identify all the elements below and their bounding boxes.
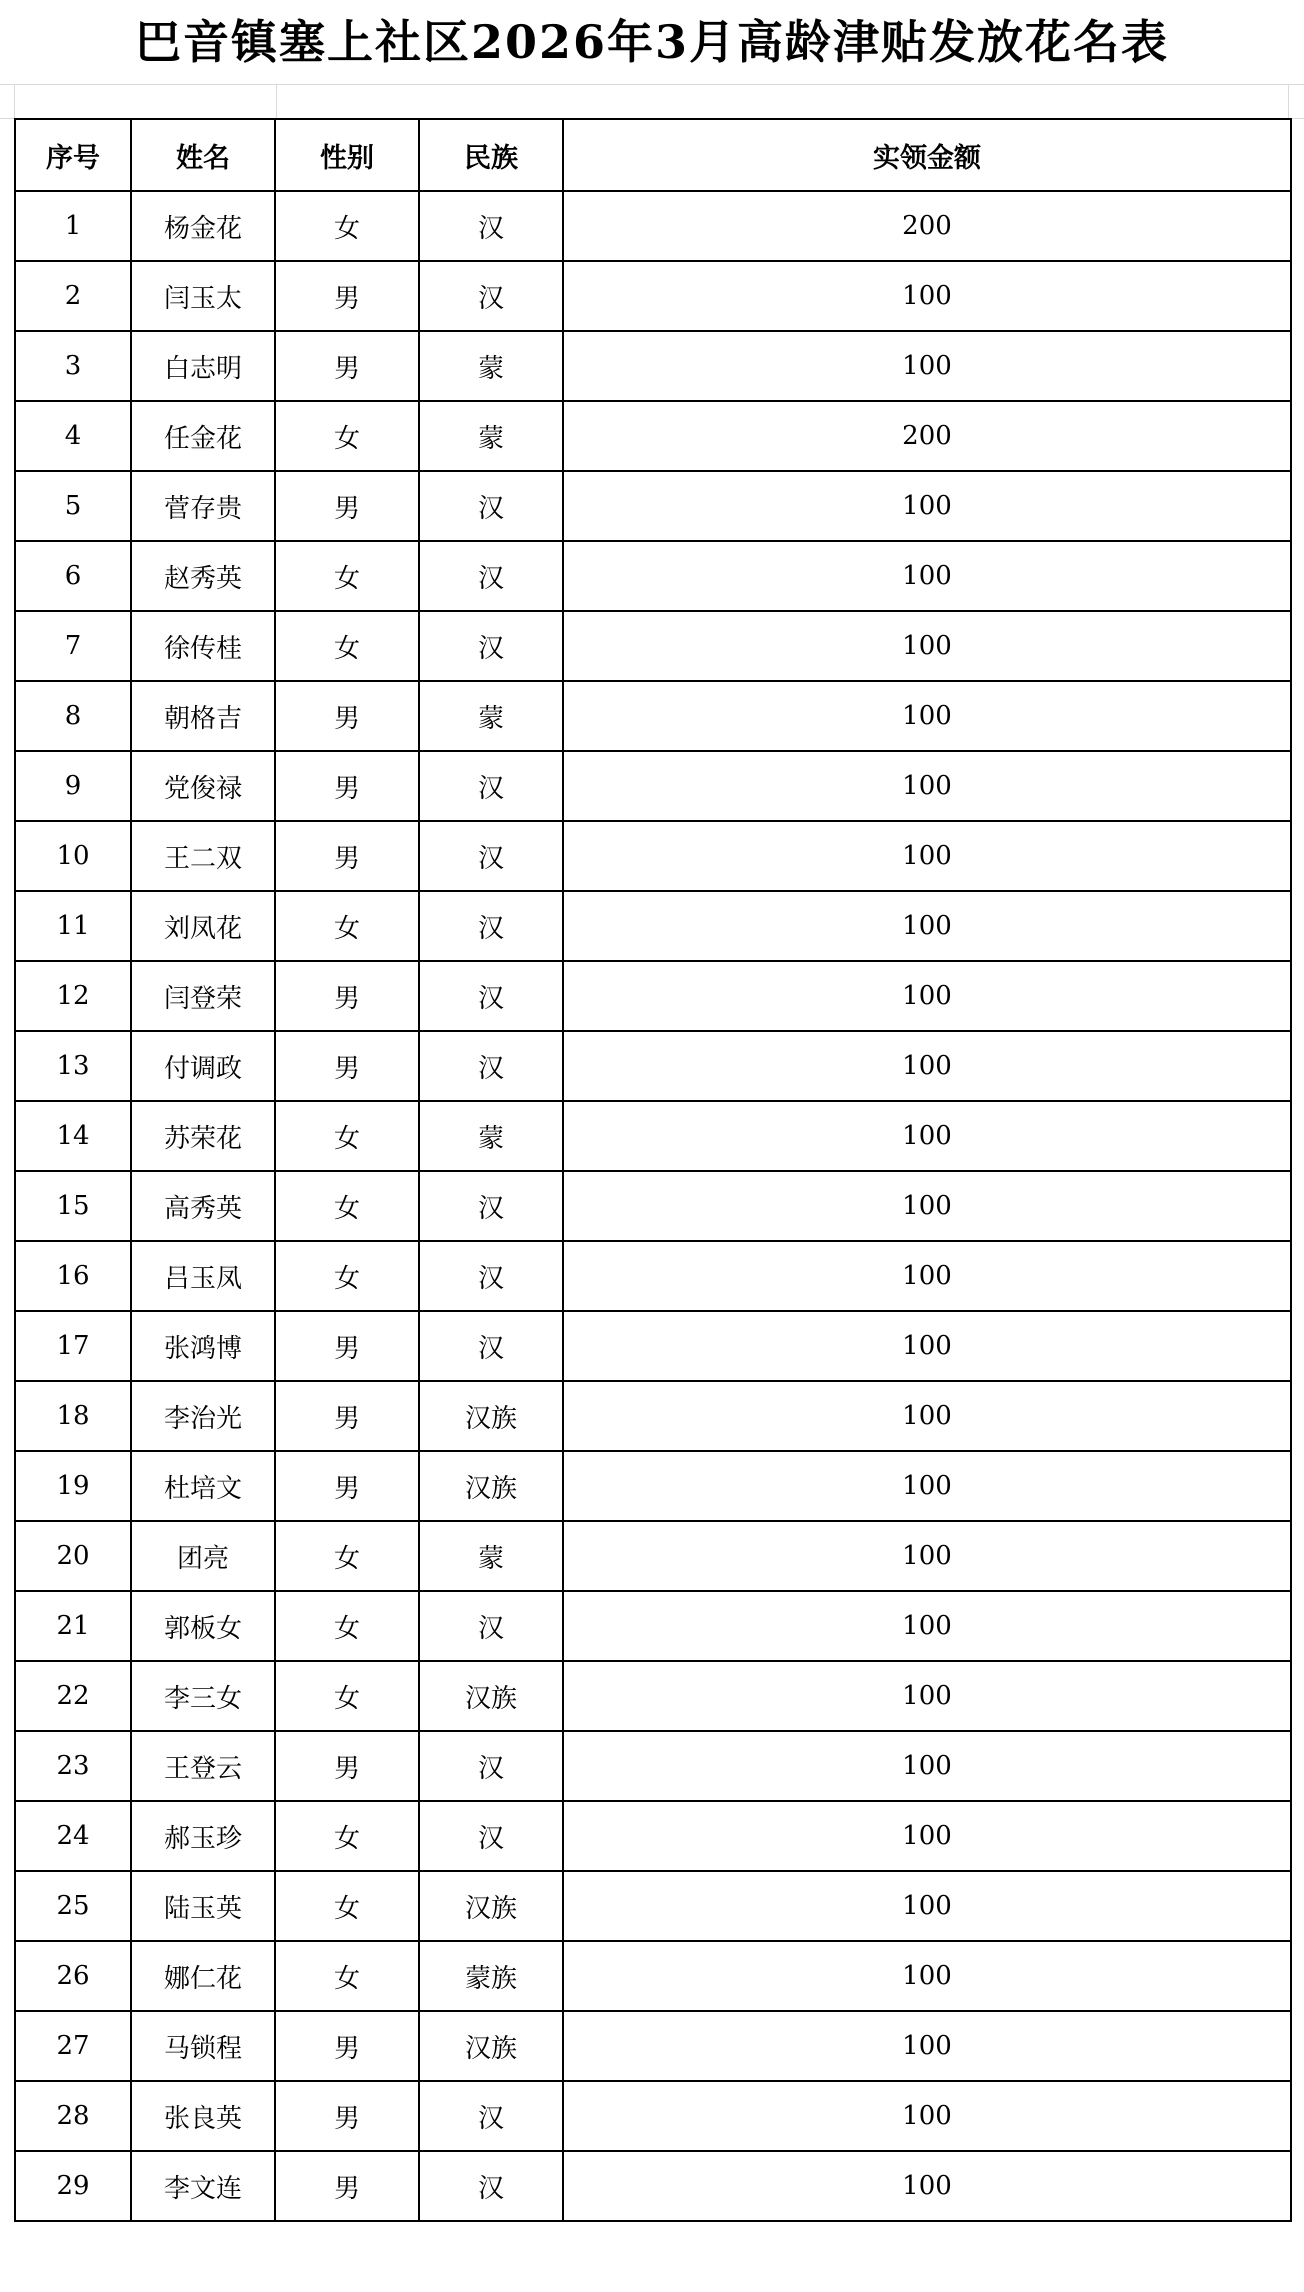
title-row [0, 0, 1304, 85]
cell-index: 22 [15, 1661, 131, 1731]
cell-ethnicity: 蒙 [419, 1101, 563, 1171]
cell-ethnicity: 蒙 [419, 681, 563, 751]
table-row [15, 1241, 1291, 1311]
cell-index: 16 [15, 1241, 131, 1311]
cell-amount: 100 [563, 891, 1291, 961]
cell-name: 菅存贵 [131, 471, 275, 541]
cell-gender: 女 [275, 1171, 419, 1241]
cell-amount: 100 [563, 1101, 1291, 1171]
cell-gender: 男 [275, 471, 419, 541]
table-row [15, 471, 1291, 541]
table-row [15, 2151, 1291, 2221]
cell-gender: 男 [275, 331, 419, 401]
table-row [15, 191, 1291, 261]
table-row [15, 2011, 1291, 2081]
cell-amount: 100 [563, 1731, 1291, 1801]
cell-ethnicity: 汉 [419, 191, 563, 261]
cell-gender: 女 [275, 401, 419, 471]
table-row [15, 681, 1291, 751]
cell-index: 10 [15, 821, 131, 891]
cell-amount: 100 [563, 681, 1291, 751]
cell-name: 马锁程 [131, 2011, 275, 2081]
cell-ethnicity: 汉 [419, 2081, 563, 2151]
cell-name: 刘凤花 [131, 891, 275, 961]
cell-gender: 女 [275, 191, 419, 261]
cell-index: 8 [15, 681, 131, 751]
cell-name: 李文连 [131, 2151, 275, 2221]
cell-amount: 100 [563, 331, 1291, 401]
cell-name: 张良英 [131, 2081, 275, 2151]
table-row [15, 1731, 1291, 1801]
cell-index: 1 [15, 191, 131, 261]
cell-name: 杜培文 [131, 1451, 275, 1521]
cell-ethnicity: 汉 [419, 751, 563, 821]
grid-line [276, 84, 277, 118]
cell-gender: 男 [275, 1311, 419, 1381]
cell-name: 苏荣花 [131, 1101, 275, 1171]
cell-index: 26 [15, 1941, 131, 2011]
cell-amount: 100 [563, 471, 1291, 541]
cell-amount: 100 [563, 1591, 1291, 1661]
table-row [15, 1031, 1291, 1101]
cell-ethnicity: 蒙族 [419, 1941, 563, 2011]
cell-index: 18 [15, 1381, 131, 1451]
cell-index: 27 [15, 2011, 131, 2081]
cell-ethnicity: 蒙 [419, 331, 563, 401]
table-row [15, 1311, 1291, 1381]
cell-name: 杨金花 [131, 191, 275, 261]
cell-ethnicity: 汉 [419, 1801, 563, 1871]
cell-name: 高秀英 [131, 1171, 275, 1241]
cell-amount: 100 [563, 2081, 1291, 2151]
cell-gender: 男 [275, 2011, 419, 2081]
cell-gender: 女 [275, 891, 419, 961]
cell-gender: 男 [275, 1731, 419, 1801]
cell-amount: 100 [563, 2011, 1291, 2081]
cell-name: 付调政 [131, 1031, 275, 1101]
table-row [15, 611, 1291, 681]
table-row [15, 821, 1291, 891]
cell-index: 29 [15, 2151, 131, 2221]
cell-amount: 100 [563, 1801, 1291, 1871]
cell-amount: 100 [563, 2151, 1291, 2221]
header-gender: 性别 [275, 119, 419, 191]
cell-ethnicity: 汉族 [419, 1451, 563, 1521]
table-header-row [15, 119, 1291, 191]
table-row [15, 1101, 1291, 1171]
cell-ethnicity: 汉 [419, 1311, 563, 1381]
table-row [15, 961, 1291, 1031]
cell-index: 25 [15, 1871, 131, 1941]
cell-amount: 100 [563, 1941, 1291, 2011]
table-row [15, 1941, 1291, 2011]
cell-amount: 100 [563, 541, 1291, 611]
cell-index: 15 [15, 1171, 131, 1241]
table-row [15, 401, 1291, 471]
cell-name: 李三女 [131, 1661, 275, 1731]
cell-gender: 男 [275, 681, 419, 751]
cell-name: 王二双 [131, 821, 275, 891]
table-row [15, 1871, 1291, 1941]
cell-gender: 男 [275, 1031, 419, 1101]
table-row [15, 331, 1291, 401]
cell-index: 13 [15, 1031, 131, 1101]
cell-index: 6 [15, 541, 131, 611]
cell-index: 12 [15, 961, 131, 1031]
cell-ethnicity: 汉族 [419, 1661, 563, 1731]
cell-amount: 100 [563, 821, 1291, 891]
blank-spreadsheet-row [0, 84, 1304, 119]
cell-name: 郭板女 [131, 1591, 275, 1661]
cell-name: 闫登荣 [131, 961, 275, 1031]
cell-gender: 女 [275, 1101, 419, 1171]
cell-index: 28 [15, 2081, 131, 2151]
cell-index: 11 [15, 891, 131, 961]
cell-index: 3 [15, 331, 131, 401]
cell-gender: 女 [275, 1241, 419, 1311]
table-row [15, 1591, 1291, 1661]
cell-amount: 100 [563, 1241, 1291, 1311]
table-row [15, 1521, 1291, 1591]
cell-name: 李治光 [131, 1381, 275, 1451]
table-row [15, 261, 1291, 331]
cell-index: 23 [15, 1731, 131, 1801]
cell-gender: 男 [275, 2151, 419, 2221]
cell-amount: 100 [563, 1451, 1291, 1521]
cell-index: 9 [15, 751, 131, 821]
cell-gender: 女 [275, 1941, 419, 2011]
table-row [15, 2081, 1291, 2151]
header-index: 序号 [15, 119, 131, 191]
cell-name: 白志明 [131, 331, 275, 401]
allowance-roster-table [14, 118, 1292, 2222]
cell-index: 17 [15, 1311, 131, 1381]
cell-amount: 100 [563, 1171, 1291, 1241]
cell-name: 陆玉英 [131, 1871, 275, 1941]
cell-amount: 100 [563, 961, 1291, 1031]
cell-name: 赵秀英 [131, 541, 275, 611]
cell-name: 团亮 [131, 1521, 275, 1591]
table-row [15, 751, 1291, 821]
cell-index: 19 [15, 1451, 131, 1521]
cell-gender: 女 [275, 611, 419, 681]
cell-amount: 100 [563, 1661, 1291, 1731]
table-row [15, 891, 1291, 961]
cell-ethnicity: 汉 [419, 821, 563, 891]
cell-ethnicity: 汉 [419, 1731, 563, 1801]
table-row [15, 541, 1291, 611]
cell-index: 14 [15, 1101, 131, 1171]
table-row [15, 1381, 1291, 1451]
cell-ethnicity: 汉 [419, 261, 563, 331]
cell-gender: 女 [275, 1871, 419, 1941]
cell-ethnicity: 汉 [419, 961, 563, 1031]
cell-ethnicity: 蒙 [419, 401, 563, 471]
cell-name: 郝玉珍 [131, 1801, 275, 1871]
cell-ethnicity: 汉 [419, 2151, 563, 2221]
cell-ethnicity: 汉 [419, 471, 563, 541]
cell-name: 徐传桂 [131, 611, 275, 681]
cell-name: 张鸿博 [131, 1311, 275, 1381]
cell-ethnicity: 蒙 [419, 1521, 563, 1591]
cell-index: 2 [15, 261, 131, 331]
cell-ethnicity: 汉 [419, 611, 563, 681]
cell-gender: 男 [275, 1381, 419, 1451]
cell-amount: 100 [563, 611, 1291, 681]
table-row [15, 1451, 1291, 1521]
cell-ethnicity: 汉族 [419, 1381, 563, 1451]
grid-line [1288, 84, 1289, 118]
cell-name: 朝格吉 [131, 681, 275, 751]
cell-index: 7 [15, 611, 131, 681]
cell-amount: 200 [563, 191, 1291, 261]
table-row [15, 1801, 1291, 1871]
cell-gender: 女 [275, 1591, 419, 1661]
cell-amount: 100 [563, 1381, 1291, 1451]
grid-line [14, 84, 15, 118]
table-row [15, 1661, 1291, 1731]
cell-name: 任金花 [131, 401, 275, 471]
cell-ethnicity: 汉 [419, 1591, 563, 1661]
cell-index: 21 [15, 1591, 131, 1661]
cell-ethnicity: 汉 [419, 1031, 563, 1101]
cell-ethnicity: 汉 [419, 1171, 563, 1241]
cell-gender: 女 [275, 541, 419, 611]
header-name: 姓名 [131, 119, 275, 191]
cell-ethnicity: 汉族 [419, 2011, 563, 2081]
table-row [15, 1171, 1291, 1241]
cell-gender: 男 [275, 961, 419, 1031]
cell-amount: 200 [563, 401, 1291, 471]
cell-gender: 男 [275, 2081, 419, 2151]
table-body [15, 191, 1291, 2221]
cell-ethnicity: 汉 [419, 891, 563, 961]
cell-name: 吕玉凤 [131, 1241, 275, 1311]
cell-index: 20 [15, 1521, 131, 1591]
cell-name: 王登云 [131, 1731, 275, 1801]
header-amount: 实领金额 [563, 119, 1291, 191]
cell-ethnicity: 汉 [419, 1241, 563, 1311]
cell-ethnicity: 汉 [419, 541, 563, 611]
cell-gender: 男 [275, 261, 419, 331]
header-ethnicity: 民族 [419, 119, 563, 191]
cell-amount: 100 [563, 1031, 1291, 1101]
cell-amount: 100 [563, 261, 1291, 331]
cell-amount: 100 [563, 1871, 1291, 1941]
cell-name: 娜仁花 [131, 1941, 275, 2011]
cell-ethnicity: 汉族 [419, 1871, 563, 1941]
cell-gender: 男 [275, 821, 419, 891]
cell-index: 4 [15, 401, 131, 471]
cell-gender: 女 [275, 1801, 419, 1871]
cell-gender: 男 [275, 751, 419, 821]
cell-name: 闫玉太 [131, 261, 275, 331]
cell-index: 24 [15, 1801, 131, 1871]
cell-gender: 男 [275, 1451, 419, 1521]
cell-name: 党俊禄 [131, 751, 275, 821]
cell-gender: 女 [275, 1661, 419, 1731]
cell-amount: 100 [563, 1521, 1291, 1591]
page-title: 巴音镇塞上社区2026年3月高龄津贴发放花名表 [134, 15, 1170, 69]
cell-amount: 100 [563, 751, 1291, 821]
cell-amount: 100 [563, 1311, 1291, 1381]
cell-gender: 女 [275, 1521, 419, 1591]
cell-index: 5 [15, 471, 131, 541]
